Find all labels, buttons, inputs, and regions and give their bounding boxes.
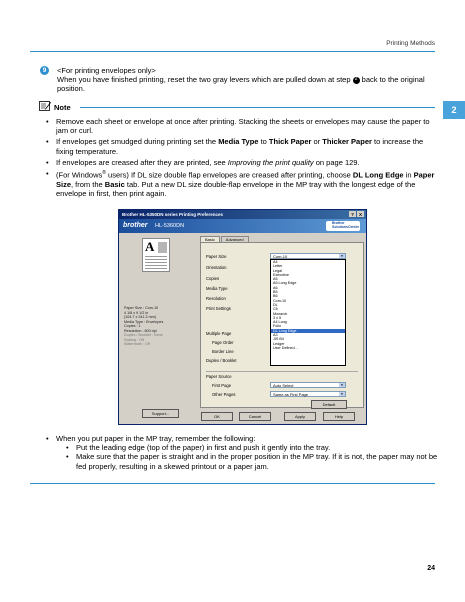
first-page-select[interactable]: Auto Select ▼: [270, 382, 346, 388]
summary-line: Copies : 1: [124, 324, 141, 328]
dropdown-option[interactable]: A3: [273, 333, 278, 338]
step-body-post: back to the original position.: [57, 75, 425, 94]
summary-line: Scaling : Off: [124, 337, 145, 342]
paper-size-dropdown[interactable]: [270, 259, 346, 366]
close-icon[interactable]: X: [358, 211, 362, 217]
summary-line: Paper Size : Com-10: [124, 306, 159, 310]
dropdown-option[interactable]: A5 Long Edge: [273, 281, 297, 286]
dropdown-option[interactable]: 3 x 5: [273, 315, 281, 320]
note-item: • If envelopes get smudged during printing set the Media Type to Thick Paper or Thicker Paper to increase the fixing temperature.: [46, 137, 438, 155]
dropdown-option[interactable]: Legal: [273, 268, 283, 273]
summary-line: Watermark : Off: [124, 342, 150, 346]
dropdown-option[interactable]: A4 Long: [273, 320, 287, 325]
chevron-down-icon: ▼: [340, 392, 344, 396]
multiple-page-label: Multiple Page: [206, 331, 232, 336]
note-item: • (For Windows® users) If DL size double flap envelopes are creased after printing, choose DL Long Edge in Paper Size, from the Basic tab. Put a new DL size double-flap envelope in the MP tray with the longest edge of the envelope in first, then print again.: [46, 169, 438, 198]
after-sub-item: • Make sure that the paper is straight and in the proper position in the MP tray. If it is not, the paper may not be fed properly, resulting in a skewed printout or a paper jam.: [66, 452, 438, 470]
brand-logo: brother: [123, 222, 148, 229]
cross-reference[interactable]: Improving the print quality: [227, 157, 314, 167]
resolution-label: Resolution: [206, 296, 226, 301]
chevron-down-icon: ▼: [340, 383, 344, 387]
step-body-pre: When you have finished printing, reset the two gray levers which are pulled down at step: [57, 75, 353, 84]
footer-rule: [30, 483, 435, 484]
dropdown-option[interactable]: A4: [273, 260, 278, 264]
dropdown-option[interactable]: Monarch: [273, 311, 288, 316]
chevron-down-icon: ▼: [340, 254, 344, 258]
summary-line: Resolution : 600 dpi: [124, 328, 157, 333]
preview-pane: [122, 236, 198, 416]
dialog-title: Brother HL-5350DN series Printing Preferences: [122, 212, 224, 217]
step-body: [57, 75, 437, 93]
dropdown-option[interactable]: DL: [273, 302, 278, 307]
page-number: 24: [427, 565, 435, 572]
dropdown-option[interactable]: User Defined...: [273, 345, 298, 350]
dropdown-option[interactable]: B6: [273, 294, 278, 299]
note-pencil-icon: [39, 101, 51, 111]
after-item: • When you put paper in the MP tray, remember the following: • Put the leading edge (top of the paper) in first and push it gently into the tray. • Make sure that the paper is straight and in the proper position in the MP tray. If it is not, the paper may not be fed properly, resulting in a skewed printout or a paper jam.: [46, 434, 438, 471]
printing-preferences-screenshot: [118, 209, 367, 425]
dropdown-option[interactable]: DL Long Edge: [271, 329, 345, 333]
dropdown-option[interactable]: A6: [273, 285, 278, 290]
dropdown-option[interactable]: C5: [273, 307, 278, 312]
separator: [206, 371, 358, 372]
summary-line: (104.7 x 241.3 mm): [124, 315, 156, 319]
header-rule: [30, 51, 435, 52]
dropdown-option[interactable]: Letter: [273, 264, 283, 269]
first-page-label: First Page: [212, 383, 232, 388]
settings-summary: [124, 306, 163, 347]
paper-size-label: Paper Size: [206, 254, 227, 259]
page-order-label: Page Order: [212, 340, 234, 345]
step-title: <For printing envelopes only>: [57, 66, 156, 75]
note-label: Note: [54, 103, 71, 112]
model-name: HL-5360DN: [155, 223, 185, 229]
dropdown-option[interactable]: Ledger: [273, 341, 285, 346]
dropdown-option[interactable]: A5: [273, 277, 278, 282]
dropdown-option[interactable]: JIS B4: [273, 337, 284, 342]
summary-line: 4 1/8 x 9 1/2 in: [124, 310, 149, 315]
help-icon[interactable]: ?: [349, 211, 356, 217]
paper-source-label: Paper Source: [206, 374, 232, 379]
support-button[interactable]: Support...: [142, 409, 179, 418]
summary-line: Media Type : Envelopes: [124, 319, 164, 324]
page-preview-icon: A: [142, 238, 170, 272]
after-sub-item: • Put the leading edge (top of the paper) in first and push it gently into the tray.: [66, 443, 438, 452]
other-pages-label: Other Pages: [212, 392, 236, 397]
running-header: Printing Methods: [386, 40, 435, 47]
tab-basic[interactable]: Basic: [200, 236, 220, 242]
help-button[interactable]: Help: [323, 412, 355, 421]
note-rule: [80, 107, 435, 108]
step-number-badge: 9: [40, 66, 49, 75]
cancel-button[interactable]: Cancel: [239, 412, 271, 421]
paper-size-select[interactable]: Com-10 ▼: [270, 253, 346, 259]
apply-button[interactable]: Apply: [284, 412, 316, 421]
media-type-label: Media Type: [206, 286, 228, 291]
chapter-tab: 2: [443, 101, 465, 119]
dropdown-option[interactable]: Executive: [273, 272, 289, 277]
note-item: • Remove each sheet or envelope at once after printing. Stacking the sheets or envelopes may cause the paper to jam or curl.: [46, 117, 438, 135]
copies-label: Copies: [206, 276, 220, 281]
dropdown-option[interactable]: Com-10: [273, 298, 287, 303]
note-item: • If envelopes are creased after they are printed, see Improving the print quality on page 129.: [46, 158, 438, 167]
border-line-label: Border Line: [212, 349, 234, 354]
default-button[interactable]: Default: [311, 400, 347, 409]
orientation-label: Orientation: [206, 265, 227, 270]
dropdown-option[interactable]: B5: [273, 290, 278, 295]
other-pages-select[interactable]: Same as First Page ▼: [270, 391, 346, 397]
dropdown-option[interactable]: Folio: [273, 324, 281, 329]
dialog-titlebar: [119, 210, 366, 219]
summary-line: Duplex / Booklet : None: [124, 333, 163, 337]
note-list: [46, 117, 438, 200]
tab-advanced[interactable]: Advanced: [221, 236, 249, 242]
print-settings-label: Print Settings: [206, 306, 231, 311]
brand-banner: [119, 219, 366, 233]
ok-button[interactable]: OK: [201, 412, 233, 421]
duplex-booklet-label: Duplex / Booklet: [206, 358, 237, 363]
after-list: [46, 434, 438, 471]
solutions-center-logo[interactable]: Brother SolutionsCenter: [326, 221, 360, 231]
basic-tab-panel: [200, 242, 364, 408]
after-sub-list: [56, 443, 438, 471]
step-ref-icon: 2: [353, 77, 360, 84]
